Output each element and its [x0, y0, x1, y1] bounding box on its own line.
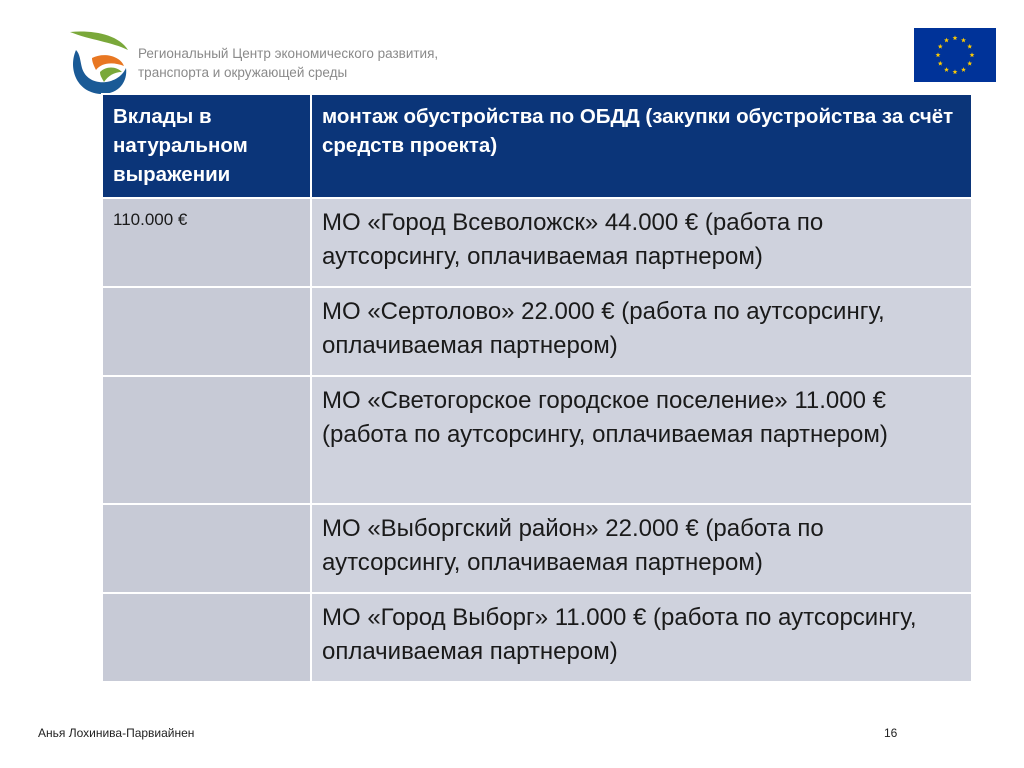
org-name	[138, 44, 438, 82]
contributions-table	[101, 93, 973, 683]
row-amount-cell	[102, 376, 311, 504]
row-amount-cell: 110.000 €	[102, 198, 311, 287]
eu-flag-icon	[914, 28, 996, 82]
row-description-cell: МО «Город Выборг» 11.000 € (работа по аутсорсингу, оплачиваемая партнером)	[311, 593, 972, 682]
header-left-cell: Вклады в натуральном выражении	[102, 94, 311, 198]
row-amount-cell	[102, 287, 311, 376]
row-description-cell: МО «Выборгский район» 22.000 € (работа по аутсорсингу, оплачиваемая партнером)	[311, 504, 972, 593]
org-name-line1: Региональный Центр экономического развития,	[138, 46, 439, 61]
org-logo-icon	[66, 28, 132, 98]
page-number: 16	[884, 726, 898, 740]
table-row	[102, 376, 972, 504]
table-row	[102, 504, 972, 593]
row-description-cell: МО «Сертолово» 22.000 € (работа по аутсорсингу, оплачиваемая партнером)	[311, 287, 972, 376]
row-amount-cell	[102, 504, 311, 593]
table-header-row	[102, 94, 972, 198]
row-description-cell: МО «Светогорское городское поселение» 11.000 € (работа по аутсорсингу, оплачиваемая партнером)	[311, 376, 972, 504]
org-name-line2: транспорта и окружающей среды	[138, 65, 348, 80]
table-row	[102, 198, 972, 287]
footer-author: Анья Лохинива-Парвиайнен	[38, 726, 195, 740]
row-amount-cell	[102, 593, 311, 682]
row-description-cell: МО «Город Всеволожск» 44.000 € (работа по аутсорсингу, оплачиваемая партнером)	[311, 198, 972, 287]
header-right-cell: монтаж обустройства по ОБДД (закупки обустройства за счёт средств проекта)	[311, 94, 972, 198]
table-row	[102, 287, 972, 376]
table-row	[102, 593, 972, 682]
